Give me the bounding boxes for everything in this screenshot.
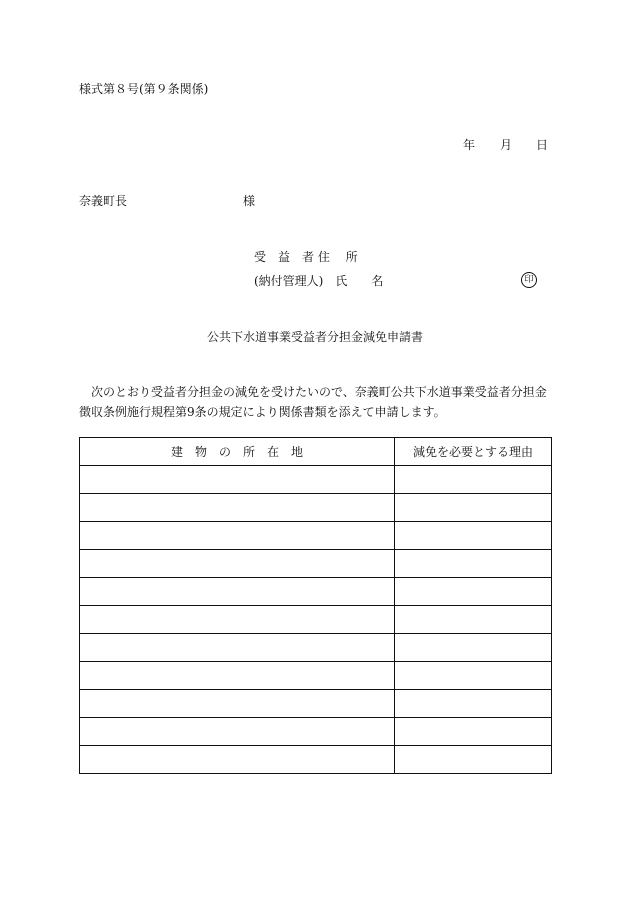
building-location-cell[interactable] xyxy=(80,718,395,746)
table-row xyxy=(80,550,552,578)
document-title: 公共下水道事業受益者分担金減免申請書 xyxy=(206,330,423,344)
table-row xyxy=(80,746,552,774)
building-location-cell[interactable] xyxy=(80,466,395,494)
header-building-location: 建 物 の 所 在 地 xyxy=(80,438,395,466)
form-number: 様式第８号(第９条関係) xyxy=(79,82,209,96)
table-header-row xyxy=(80,438,552,466)
exemption-reason-cell[interactable] xyxy=(395,662,552,690)
table-row xyxy=(80,634,552,662)
table-row xyxy=(80,578,552,606)
exemption-reason-cell[interactable] xyxy=(395,494,552,522)
exemption-reason-cell[interactable] xyxy=(395,690,552,718)
addressee-honorific: 様 xyxy=(243,194,256,208)
addressee-name: 奈義町長 xyxy=(79,194,128,208)
table-body xyxy=(80,466,552,774)
building-location-cell[interactable] xyxy=(80,494,395,522)
building-location-cell[interactable] xyxy=(80,606,395,634)
building-location-cell[interactable] xyxy=(80,578,395,606)
exemption-reason-cell[interactable] xyxy=(395,550,552,578)
date-day-label: 日 xyxy=(536,138,549,152)
exemption-reason-cell[interactable] xyxy=(395,718,552,746)
applicant-name-label: (納付管理人) 氏 名 xyxy=(254,274,384,288)
table-row xyxy=(80,718,552,746)
building-location-cell[interactable] xyxy=(80,690,395,718)
table-row xyxy=(80,606,552,634)
header-exemption-reason: 減免を必要とする理由 xyxy=(395,438,552,466)
date-month-label: 月 xyxy=(500,138,513,152)
seal-mark-icon: 印 xyxy=(521,272,537,288)
exemption-reason-cell[interactable] xyxy=(395,746,552,774)
table-row xyxy=(80,466,552,494)
building-location-cell[interactable] xyxy=(80,746,395,774)
building-location-cell[interactable] xyxy=(80,634,395,662)
building-location-cell[interactable] xyxy=(80,550,395,578)
exemption-reason-cell[interactable] xyxy=(395,466,552,494)
exemption-reason-cell[interactable] xyxy=(395,634,552,662)
exemption-reason-cell[interactable] xyxy=(395,606,552,634)
exemption-table xyxy=(79,437,552,774)
table-row xyxy=(80,522,552,550)
exemption-reason-cell[interactable] xyxy=(395,522,552,550)
exemption-reason-cell[interactable] xyxy=(395,578,552,606)
table-row xyxy=(80,494,552,522)
table-row xyxy=(80,690,552,718)
date-year-label: 年 xyxy=(463,138,476,152)
body-paragraph: 次のとおり受益者分担金の減免を受けたいので、奈義町公共下水道事業受益者分担金徴収条例施行規程第9条の規定により関係書類を添えて申請します。 xyxy=(79,385,547,419)
building-location-cell[interactable] xyxy=(80,522,395,550)
building-location-cell[interactable] xyxy=(80,662,395,690)
applicant-address-label: 受 益 者 住 所 xyxy=(254,250,358,264)
table-row xyxy=(80,662,552,690)
